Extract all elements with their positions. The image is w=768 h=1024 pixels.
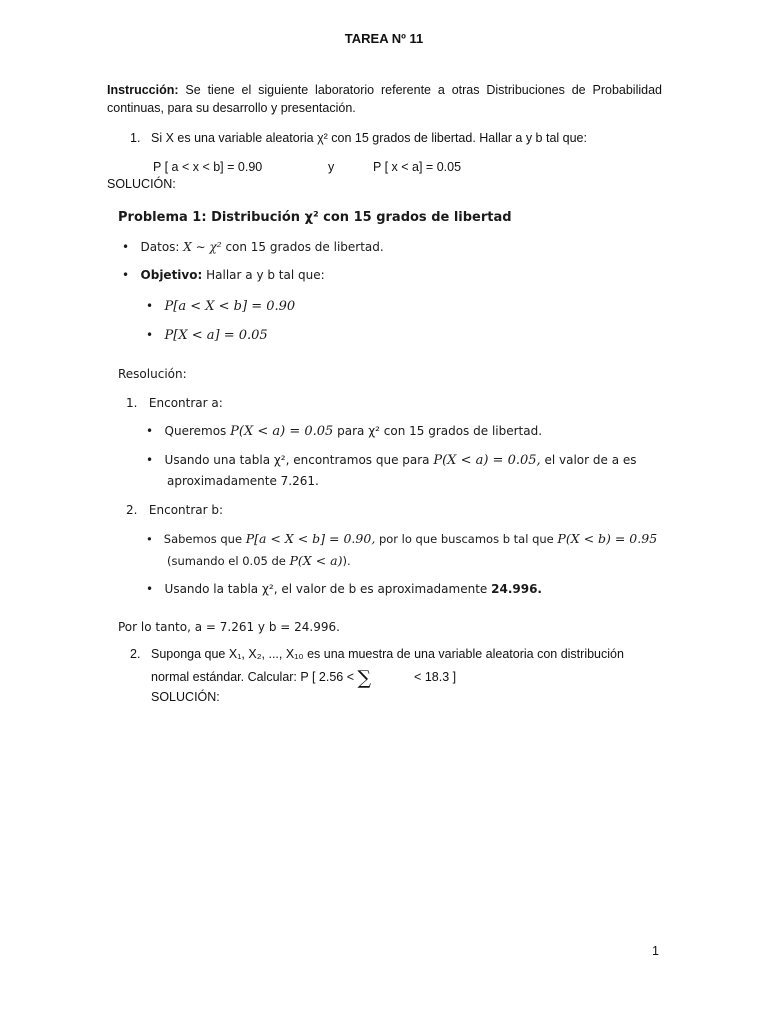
objetivo-item [122,268,325,282]
step2-b1-text-b: por lo que buscamos b tal que [378,532,554,546]
problem1-number: 1. [130,131,141,145]
step2-text: Encontrar b: [148,503,224,517]
step2-bullet-2 [146,582,542,596]
step2-b2-text-a: Usando la tabla χ², el valor de b es aproximadamente [164,582,488,596]
objetivo-label: Objetivo: [140,268,203,282]
sigma-symbol: ∑ [357,667,372,689]
datos-label: Datos: [140,240,180,254]
problem1-solution-label: SOLUCIÓN: [107,177,176,191]
problem2-line-2b: < 18.3 ] [414,670,457,684]
problem1-condition-2: P [ x < a] = 0.05 [373,160,462,174]
step2-b2-value: 24.996. [491,582,542,596]
step2-b1-text-d: ). [342,554,351,568]
problem2-number: 2. [130,647,141,661]
step2-b1-text-a: Sabemos que [163,532,243,546]
bullet-icon: • [122,268,130,282]
conclusion: Por lo tanto, a = 7.261 y b = 24.996. [118,620,340,634]
objetivo-sub-1 [146,299,295,314]
step1-b1-text-b: para χ² con 15 grados de libertad. [337,424,543,438]
solution-heading: Problema 1: Distribución χ² con 15 grados de libertad [118,210,512,225]
bullet-icon: • [122,240,130,254]
bullet-icon: • [146,532,153,546]
step2-b1-text-c: (sumando el 0.05 de [167,554,286,568]
step1-bullet-2-cont [167,474,319,488]
bullet-icon: • [146,299,154,313]
problem1-statement: Si X es una variable aleatoria χ² con 15 grados de libertad. Hallar a y b tal que: [151,131,587,145]
bullet-icon: • [146,582,154,596]
problem2-line-1: Suponga que X₁, X₂, ..., X₁₀ es una muestra de una variable aleatoria con distribución [151,647,624,661]
problem2-solution-label: SOLUCIÓN: [151,690,220,704]
step1-b2-text-b: el valor de a es [544,453,637,467]
problem2-line-2a: normal estándar. Calcular: P [ 2.56 < [151,670,355,684]
datos-text: con 15 grados de libertad. [225,240,384,254]
page-title: TAREA Nº 11 [344,31,424,46]
datos-item [122,240,384,254]
step1-number: 1. [126,396,138,410]
step1-b2-math: P(X < a) = 0.05, [433,453,541,468]
problem1-condition-1: P [ a < x < b] = 0.90 [153,160,263,174]
bullet-icon: • [146,424,154,438]
instruction-text: Se tiene el siguiente laboratorio referente a otras Distribuciones de Probabilidad continuas, para su desarrollo y presentación. [107,83,662,115]
step1-bullet-2 [146,453,637,468]
step1-b2-value: 7.261. [280,474,319,488]
resolucion-heading: Resolución: [118,367,187,381]
step2-number: 2. [126,503,138,517]
step2-bullet-1-cont [167,553,351,568]
problem2-line-2 [151,667,456,689]
step2-b1-math: P[a < X < b] = 0.90, [245,531,376,546]
step1-b1-text-a: Queremos [164,424,227,438]
step1-title [126,396,223,410]
objetivo-math-1: P[a < X < b] = 0.90 [164,299,296,314]
datos-math: X ∼ χ² [183,240,222,254]
objetivo-text: Hallar a y b tal que: [206,268,325,282]
step2-b1-math2: P(X < b) = 0.95 [557,531,658,546]
instruction-paragraph [107,81,662,117]
step1-b2-text-c: aproximadamente [167,474,277,488]
instruction-label: Instrucción: [107,83,179,97]
step2-b1-math3: P(X < a) [289,553,343,568]
bullet-icon: • [146,328,154,342]
step1-b2-text-a: Usando una tabla χ², encontramos que para [164,453,430,467]
objetivo-math-2: P[X < a] = 0.05 [164,328,268,343]
page-number: 1 [652,944,659,958]
step1-text: Encontrar a: [148,396,223,410]
objetivo-sub-2 [146,328,268,343]
step1-bullet-1 [146,424,542,439]
problem1-connector: y [328,160,335,174]
step2-bullet-1 [146,531,657,546]
bullet-icon: • [146,453,154,467]
step1-b1-math: P(X < a) = 0.05 [230,424,334,439]
step2-title [126,503,223,517]
